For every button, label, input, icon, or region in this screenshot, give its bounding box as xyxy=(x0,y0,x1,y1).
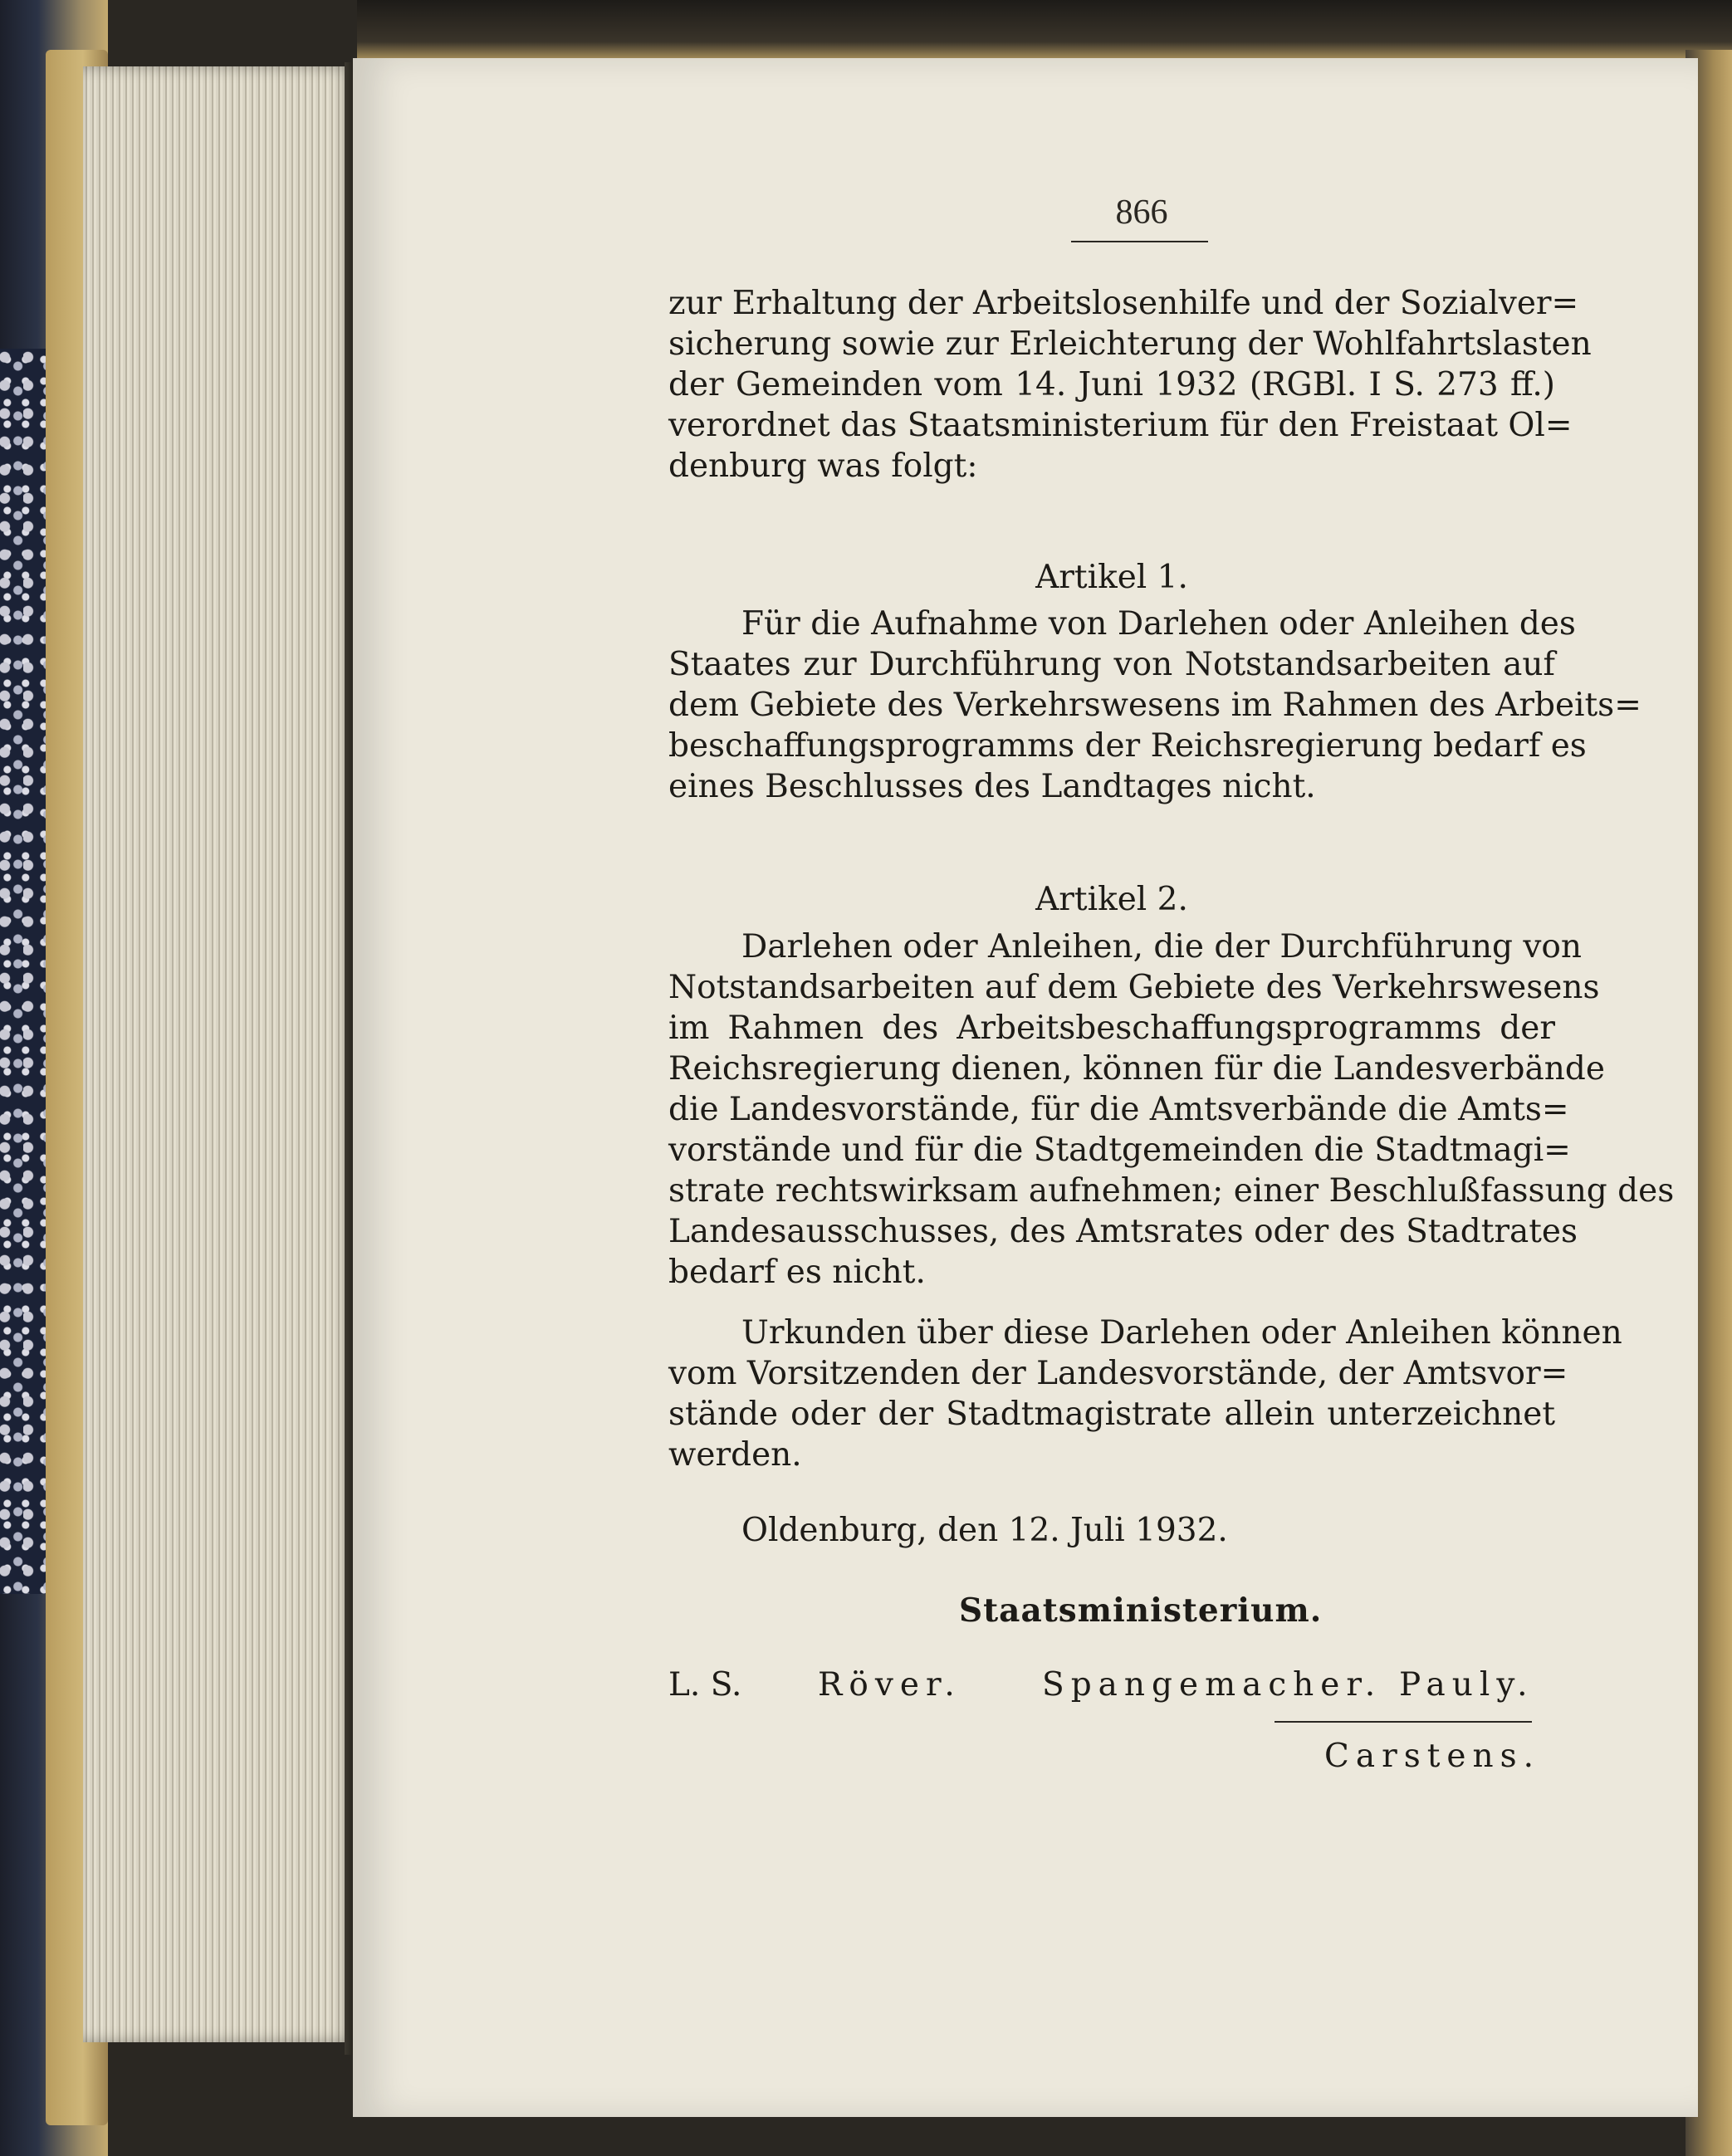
article-1-heading: Artikel 1. xyxy=(1035,559,1188,596)
signature-rover: Röver. xyxy=(818,1666,961,1704)
article-1-line: beschaffungsprogramms der Reichsregierung bedarf es xyxy=(668,727,1587,765)
article-2-line: Landesausschusses, des Amtsrates oder des Stadtrates xyxy=(668,1213,1578,1250)
signature-carstens: Carstens. xyxy=(1324,1738,1541,1775)
article-2-heading: Artikel 2. xyxy=(1035,881,1188,918)
article-1-line: dem Gebiete des Verkehrswesens im Rahmen des Arbeits= xyxy=(668,687,1641,724)
article-2-para2-line: werden. xyxy=(668,1436,802,1474)
article-2-line: bedarf es nicht. xyxy=(668,1254,926,1291)
article-1-line: eines Beschlusses des Landtages nicht. xyxy=(668,768,1316,805)
book-cover-top xyxy=(357,0,1732,60)
page-number-rule xyxy=(1071,241,1208,242)
article-2-para2-line: Urkunden über diese Darlehen oder Anleihen können xyxy=(741,1314,1622,1352)
intro-line: denburg was folgt: xyxy=(668,447,978,485)
article-2-line: Notstandsarbeiten auf dem Gebiete des Verkehrswesens xyxy=(668,969,1600,1006)
article-2-line: strate rechtswirksam aufnehmen; einer Beschlußfassung des xyxy=(668,1172,1675,1210)
intro-line: verordnet das Staatsministerium für den Freistaat Ol= xyxy=(668,407,1573,444)
countersign-rule xyxy=(1275,1721,1532,1723)
article-2-line: vorstände und für die Stadtgemeinden die Stadtmagi= xyxy=(668,1132,1571,1169)
article-1-line: Für die Aufnahme von Darlehen oder Anleihen des xyxy=(741,605,1576,643)
article-1-line: Staates zur Durchführung von Notstandsarbeiten auf xyxy=(668,646,1555,683)
issuing-body: Staatsministerium. xyxy=(959,1591,1323,1630)
intro-line: sicherung sowie zur Erleichterung der Wohlfahrtslasten xyxy=(668,325,1592,363)
intro-line: zur Erhaltung der Arbeitslosenhilfe und der Sozialver= xyxy=(668,285,1579,322)
article-2-line: Darlehen oder Anleihen, die der Durchführung von xyxy=(741,928,1582,966)
intro-line: der Gemeinden vom 14. Juni 1932 (RGBl. I S. 273 ff.) xyxy=(668,366,1555,403)
signature-spangemacher: Spangemacher. xyxy=(1042,1666,1382,1704)
page-number: 866 xyxy=(1115,193,1168,232)
article-2-line: Reichsregierung dienen, können für die Landesverbände xyxy=(668,1050,1605,1088)
place-date: Oldenburg, den 12. Juli 1932. xyxy=(741,1512,1228,1549)
article-2-line: im Rahmen des Arbeitsbeschaffungsprogramms der xyxy=(668,1010,1555,1047)
seal-mark: L. S. xyxy=(668,1666,742,1704)
article-2-para2-line: vom Vorsitzenden der Landesvorstände, der Amtsvor= xyxy=(668,1355,1568,1392)
article-2-para2-line: stände oder der Stadtmagistrate allein unterzeichnet xyxy=(668,1396,1555,1433)
signature-pauly: Pauly. xyxy=(1399,1666,1534,1704)
article-2-line: die Landesvorstände, für die Amtsverbände die Amts= xyxy=(668,1091,1569,1128)
page-stack-edge xyxy=(83,66,357,2042)
